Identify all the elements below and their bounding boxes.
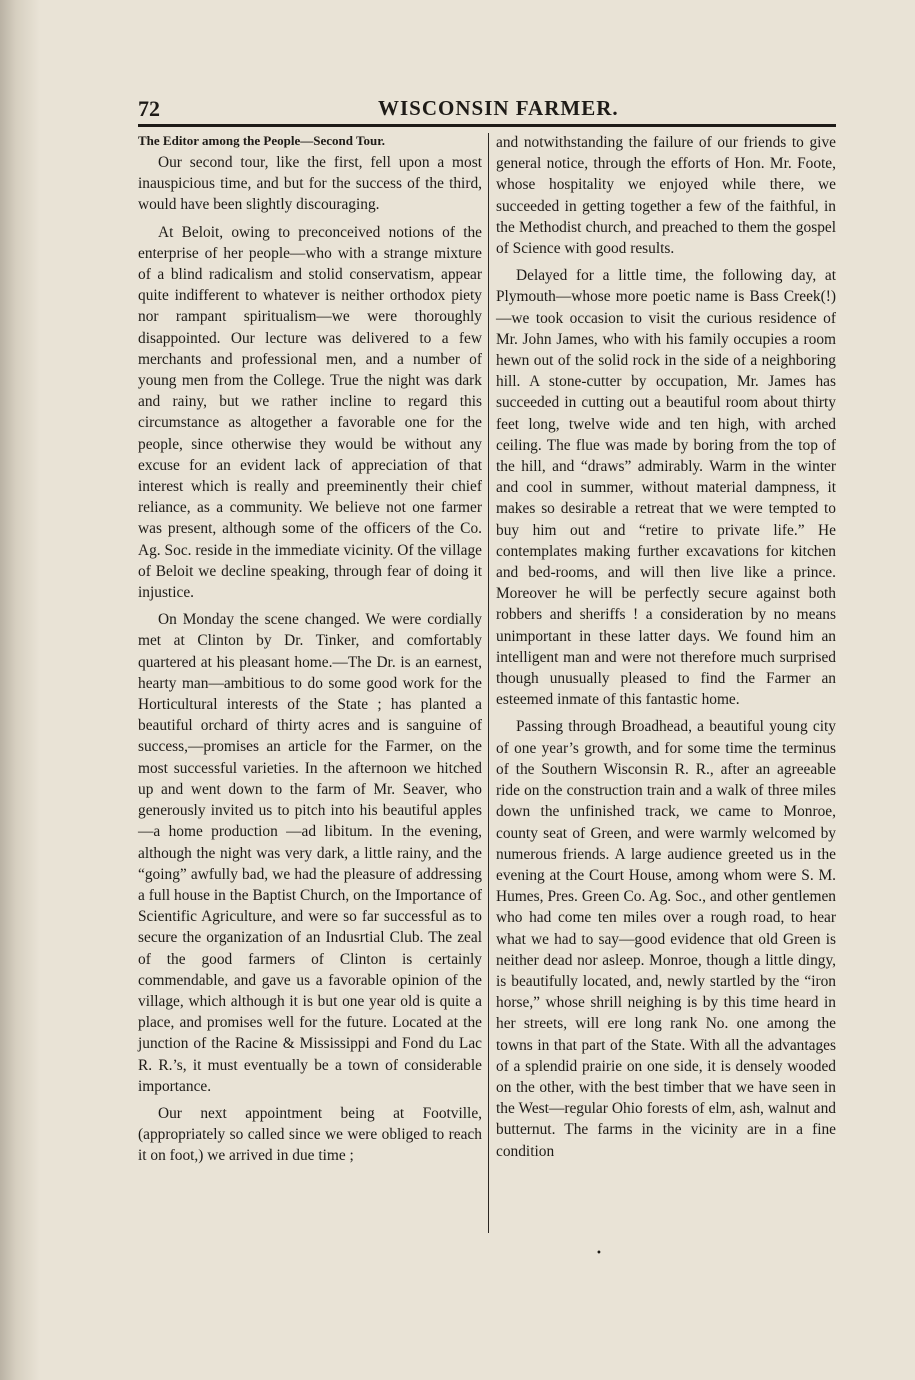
page-header: [138, 96, 836, 124]
page-number: 72: [138, 96, 160, 121]
paragraph: On Monday the scene changed. We were cordially met at Clinton by Dr. Tinker, and comfortably quartered at his pleasant home.—The Dr. is an earnest, hearty man—ambitious to do some good work for the Horticultural interests of the State ; has planted a beautiful orchard of thirty acres and is sanguine of success,—promises an article for the Farmer, on the most successful varieties. In the afternoon we hitched up and went down to the farm of Mr. Seaver, who generously invited us to pitch into his beautiful apples—a home production —ad libitum. In the evening, although the night was very dark, a little rainy, and the “going” awfully bad, we had the pleasure of addressing a full house in the Baptist Church, on the Importance of Scientific Agriculture, and were so far successful as to secure the organization of an Indusrtial Club. The zeal of the good farmers of Clinton is certainly commendable, and gave us a favorable opinion of the village, which although it is but one year old is quite a place, and promises well for the future. Located at the junction of the Racine & Mississippi and Fond du Lac R. R.’s, it must eventually be a town of considerable importance.: [138, 611, 482, 1095]
article-title: The Editor among the People—Second Tour.: [138, 133, 386, 148]
paragraph: Our second tour, like the first, fell upon a most inauspicious time, and but for the success of the third, would have been slightly discouraging.: [138, 154, 482, 214]
column-divider: [488, 133, 489, 1233]
paragraph: Delayed for a little time, the following day, at Plymouth—whose more poetic name is Bass Creek(!)—we took occasion to visit the curious residence of Mr. John James, who with his family occupies a room hewn out of the solid rock in the side of a neighboring hill. A stone-cutter by occupation, Mr. James has succeeded in cutting out a beautiful room about thirty feet long, twelve wide and ten high, with arched ceiling. The flue was made by boring from the top of the hill, and “draws” admirably. Warm in the winter and cool in summer, without material dampness, it makes so desirable a retreat that we were tempted to buy him out and “retire to private life.” He contemplates making further excavations for kitchen and bed-rooms, and will then live like a prince. Moreover he will be perfectly secure against both robbers and sheriffs ! a consideration by no means unimportant in these latter days. We found him an intelligent man and were not therefore much surprised though unusually pleased to find the Farmer an esteemed inmate of this fantastic home.: [496, 267, 836, 709]
print-speck: •: [596, 1248, 602, 1259]
right-column: [496, 132, 836, 1168]
left-column: [138, 132, 482, 1173]
paragraph: Passing through Broadhead, a beautiful young city of one year’s growth, and for some time the terminus of the Southern Wisconsin R. R., after an agreeable ride on the construction train and a walk of three miles down the unfinished track, we came to Monroe, county seat of Green, and were warmly welcomed by numerous friends. A large audience greeted us in the evening at the Court House, among whom were S. M. Humes, Pres. Green Co. Ag. Soc., and other gentlemen who had come ten miles over a rough road, to hear what we had to say—good evidence that old Green is neither dead nor asleep. Monroe, though a little dingy, is beautifully located, and, newly startled by the “iron horse,” whose shrill neighing is by this time heard in her streets, will ere long rank No. one among the towns in that part of the State. With all the advantages of a splendid prairie on one side, it is densely wooded on the other, with the best timber that we have seen in the West—regular Ohio forests of elm, ash, walnut and butternut. The farms in the vicinity are in a fine condition: [496, 718, 836, 1160]
running-title: WISCONSIN FARMER.: [378, 96, 619, 120]
paragraph: Our next appointment being at Footville, (appropriately so called since we were obliged to reach it on foot,) we arrived in due time ;: [138, 1104, 482, 1165]
paragraph: At Beloit, owing to preconceived notions of the enterprise of her people—who with a strange mixture of a blind radicalism and stolid conservatism, appear quite indifferent to whatever is neither orthodox piety nor rampant spiritualism—we were thoroughly disappointed. Our lecture was delivered to a few merchants and professional men, and a number of young men from the College. True the night was dark and rainy, but we rather incline to regard this circumstance as altogether a favorable one for the people, since otherwise they would be without any excuse for an evident lack of appreciation of that interest which is really and preeminently their chief reliance, as a community. We believe not one farmer was present, although some of the officers of the Co. Ag. Soc. reside in the immediate vicinity. Of the village of Beloit we decline speaking, through fear of doing it injustice.: [138, 223, 482, 602]
paragraph: and notwithstanding the failure of our friends to give general notice, through the efforts of Hon. Mr. Foote, whose hospitality we enjoyed while there, we succeeded in getting together a few of the faithful, in the Methodist church, and preached to them the gospel of Science with good results.: [496, 134, 836, 258]
header-rule: [138, 124, 836, 127]
